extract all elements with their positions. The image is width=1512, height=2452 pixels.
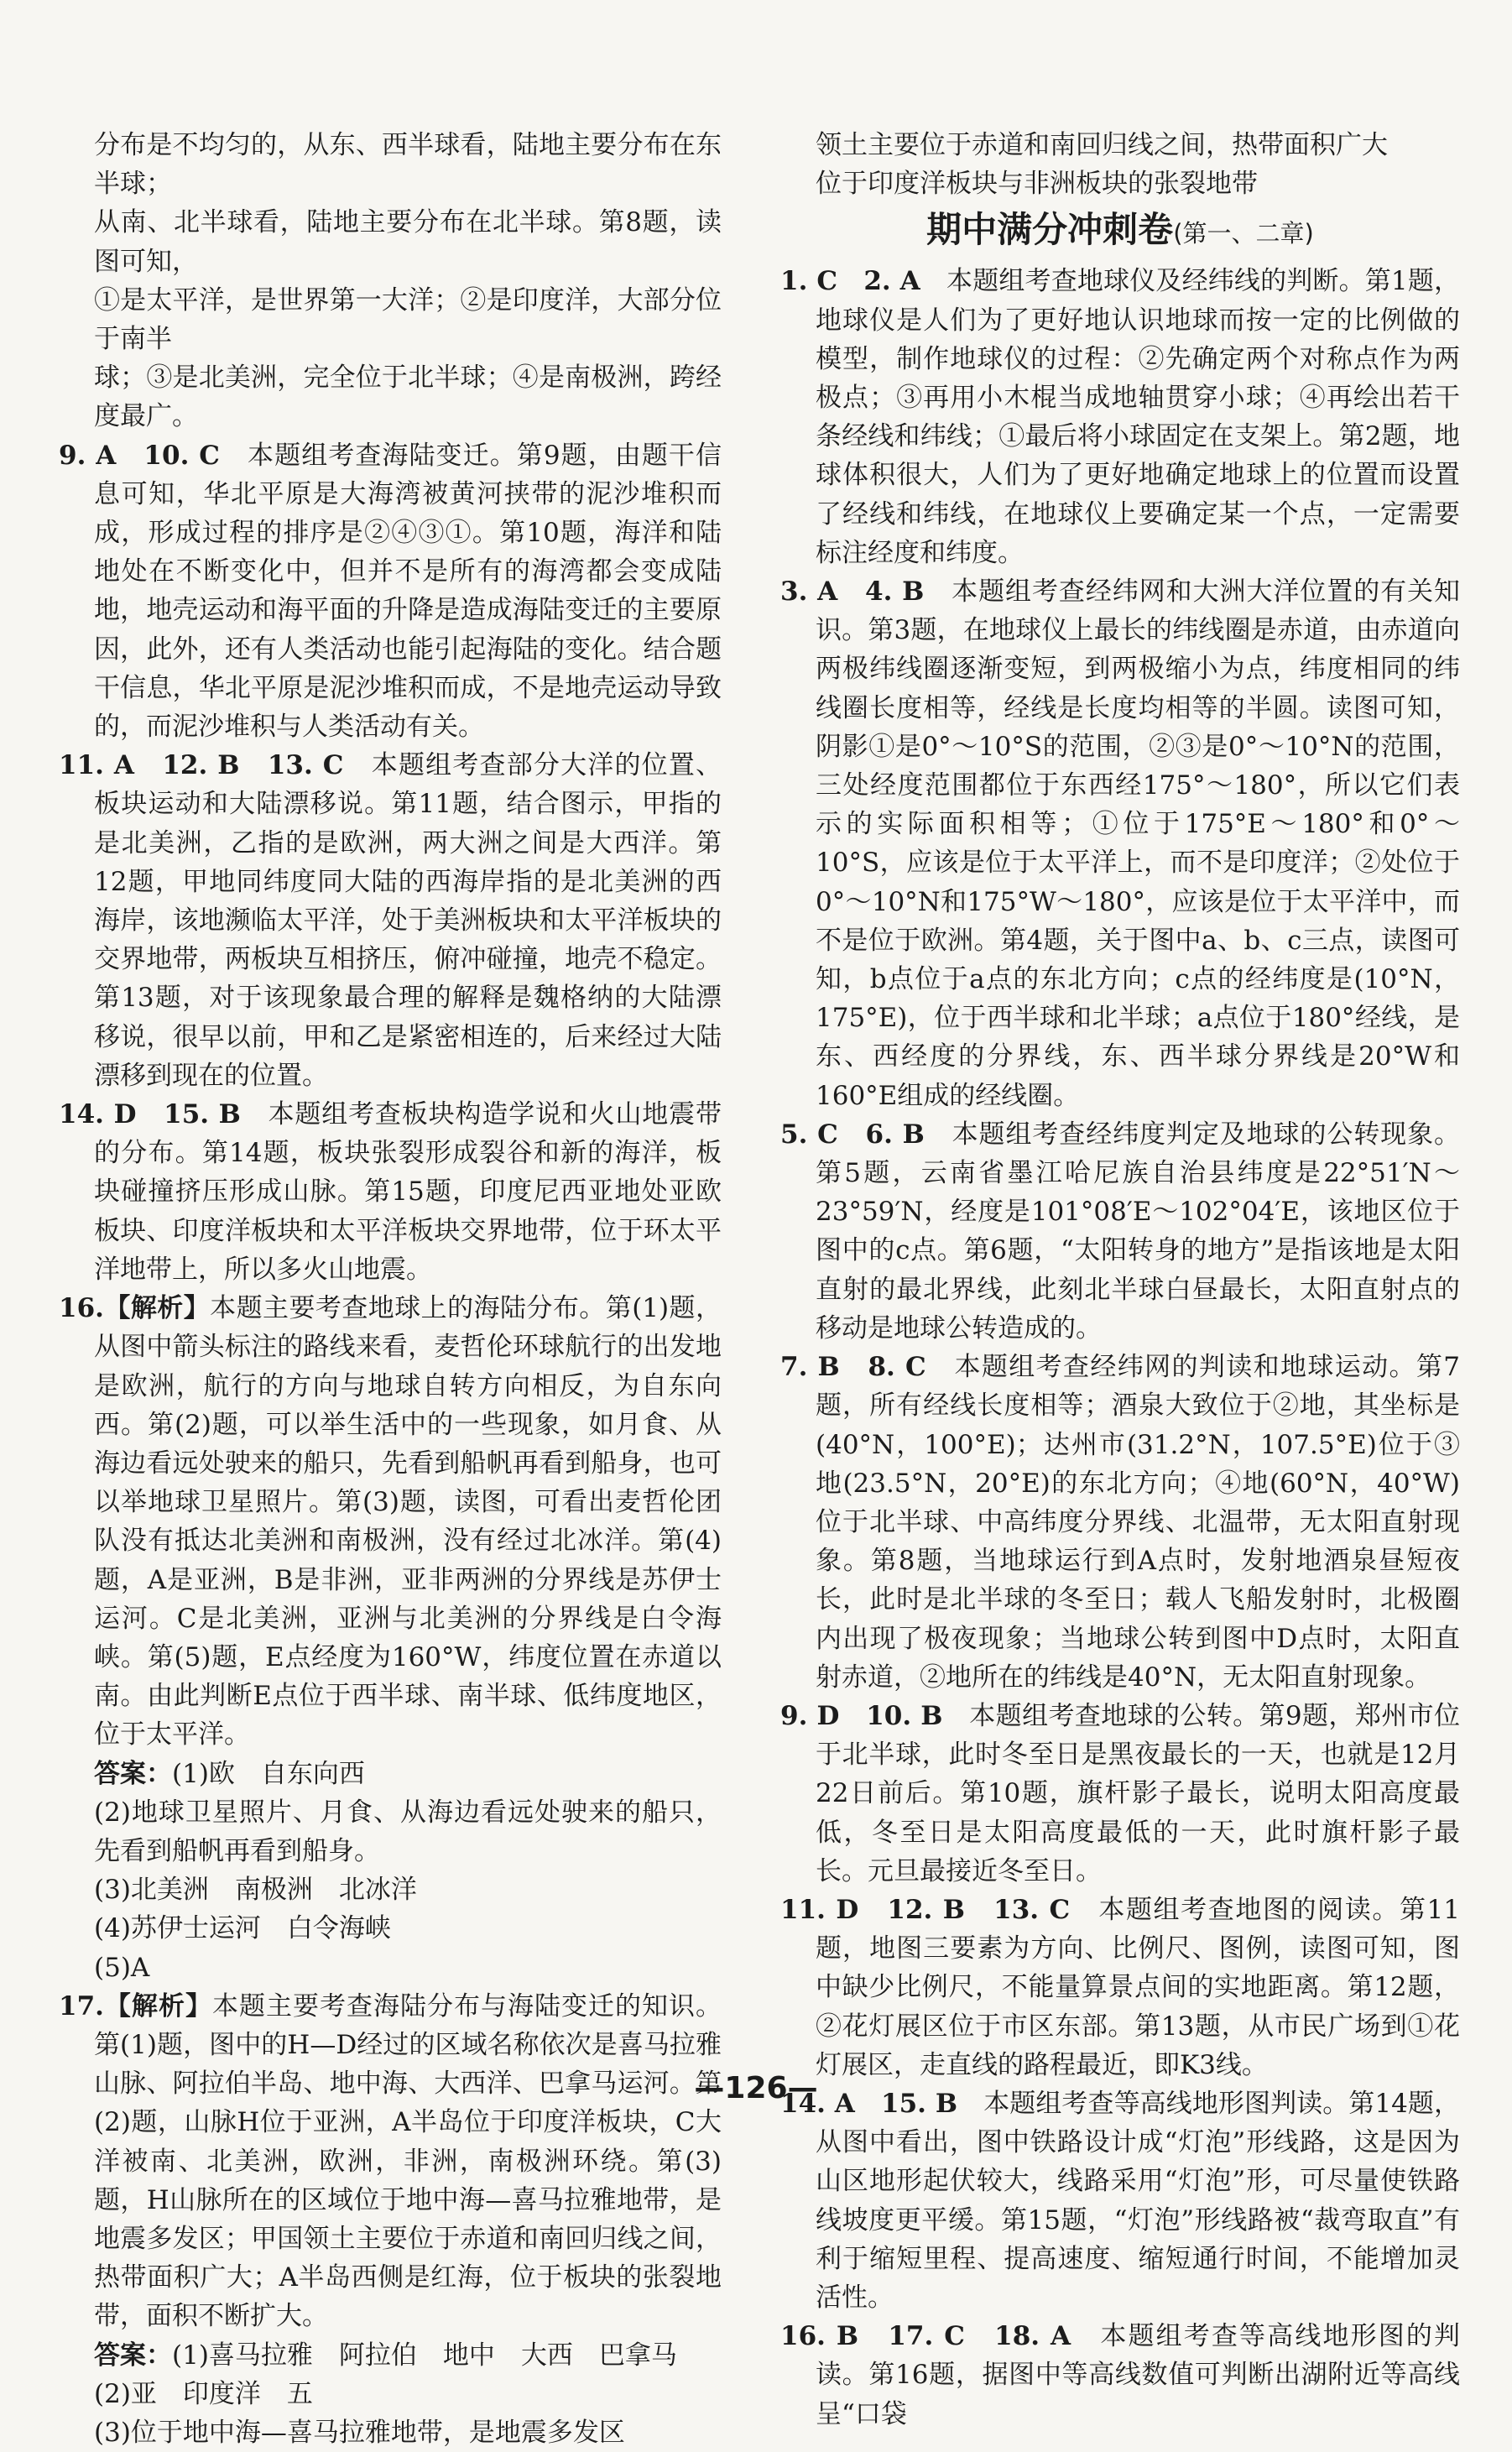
answer-key: 5. C 6. B: [780, 1119, 925, 1150]
paragraph-text: 本题组考查经纬网的判读和地球运动。第7题，所有经线长度相等；酒泉大致位于②地，其坐标是(40°N，100°E)；达州市(31.2°N，107.5°E)位于③地(23.5°N，20°E)的东北方向；④地(60°N，40°W)位于北半球、中高纬度分界线、北温带，无太阳直射现象。第8题，当地球运行到A点时，发射地酒泉昼短夜长，此时是北半球的冬至日；载人飞船发射时，北极圈内出现了极夜现象；当地球公转到图中D点时，太阳直射赤道，②地所在的纬线是40°N，无太阳直射现象。: [816, 1352, 1460, 1693]
continuation-line: [780, 164, 1460, 203]
answer-paragraph: [780, 1348, 1460, 1697]
answer-paragraph: [59, 1095, 722, 1289]
answer-paragraph: [780, 262, 1460, 572]
answer-key: 答案：: [94, 1758, 172, 1789]
section-title: [780, 205, 1460, 258]
answer-paragraph: [59, 1289, 722, 1754]
answer-key: 7. B 8. C: [780, 1352, 926, 1383]
paragraph-text: (5)A: [94, 1952, 150, 1983]
answer-paragraph: [59, 126, 722, 203]
answer-paragraph: [780, 1697, 1460, 1891]
answer-paragraph: [780, 2084, 1460, 2317]
paragraph-text: 本题主要考查海陆分布与海陆变迁的知识。第(1)题，图中的H—D经过的区域名称依次是喜马拉雅山脉、阿拉伯半岛、地中海、大西洋、巴拿马运河。第(2)题，山脉H位于亚洲，A半岛位于印度洋板块，C大洋被南、北美洲，欧洲，非洲，南极洲环绕。第(3)题，H山脉所在的区域位于地中海—喜马拉雅地带，是地震多发区；甲国领土主要位于赤道和南回归线之间，热带面积广大；A半岛西侧是红海，位于板块的张裂地带，面积不断扩大。: [94, 1990, 722, 2332]
paragraph-text: 本题组考查经纬度判定及地球的公转现象。第5题，云南省墨江哈尼族自治县纬度是22°51′N～23°59′N，经度是101°08′E～102°04′E，该地区位于图中的c点。第6题，“太阳转身的地方”是指该地是太阳直射的最北界线，此刻北半球白昼最长，太阳直射点的移动是地球公转造成的。: [816, 1119, 1461, 1343]
paragraph-text: 本题组考查等高线地形图判读。第14题，从图中看出，图中铁路设计成“灯泡”形线路，这是因为山区地形起伏较大，线路采用“灯泡”形，可尽量使铁路线坡度更平缓。第15题，“灯泡”形线路被“裁弯取直”有利于缩短里程、提高速度、缩短通行时间，不能增加灵活性。: [816, 2088, 1460, 2313]
answer-paragraph: [780, 1891, 1460, 2084]
answer-key: 答案：: [94, 2340, 172, 2371]
paragraph-text: (4)苏伊士运河 白令海峡: [94, 1913, 391, 1944]
answer-paragraph: [59, 746, 722, 1095]
paragraph-text: 球；③是北美洲，完全位于北半球；④是南极洲，跨经度最广。: [94, 363, 722, 432]
answer-paragraph: [59, 1987, 722, 2336]
answer-paragraph: [59, 1870, 722, 1909]
answer-paragraph: [59, 1949, 722, 1987]
section-title-main: 期中满分冲刺卷: [926, 209, 1174, 251]
answer-paragraph: [780, 2317, 1460, 2434]
answer-paragraph: [59, 1909, 722, 1948]
answer-paragraph: [59, 358, 722, 436]
answer-paragraph: [59, 281, 722, 358]
answer-key: 16.【解析】: [59, 1293, 211, 1324]
paragraph-text: (3)北美洲 南极洲 北冰洋: [94, 1875, 417, 1906]
section-title-sub: (第一、二章): [1173, 219, 1314, 248]
answer-paragraph: [59, 436, 722, 747]
paragraph-text: 本题组考查地球的公转。第9题，郑州市位于北半球，此时冬至日是黑夜最长的一天，也就是12月22日前后。第10题，旗杆影子最长，说明太阳高度最低，冬至日是太阳高度最低的一天，此时旗杆影子最长。元旦最接近冬至日。: [816, 1700, 1460, 1886]
right-answers: [780, 262, 1460, 2433]
paragraph-text: 本题组考查地球仪及经纬线的判断。第1题，地球仪是人们为了更好地认识地球而按一定的比例做的模型，制作地球仪的过程：②先确定两个对称点作为两极点；③再用小木棍当成地轴贯穿小球；④再绘出若干条经线和纬线；①最后将小球固定在支架上。第2题，地球体积很大，人们为了更好地确定地球上的位置而设置了经线和纬线，在地球仪上要确定某一个点，一定需要标注经度和纬度。: [816, 266, 1460, 568]
paragraph-text: 本题组考查经纬网和大洲大洋位置的有关知识。第3题，在地球仪上最长的纬线圈是赤道，由赤道向两极纬线圈逐渐变短，到两极缩小为点，纬度相同的纬线圈长度相等，经线是长度均相等的半圆。读图可知，阴影①是0°～10°S的范围，②③是0°～10°N的范围，三处经度范围都位于东西经175°～180°，所以它们表示的实际面积相等；①位于175°E～180°和0°～10°S，应该是位于太平洋上，而不是印度洋；②处位于0°～10°N和175°W～180°，应该是位于太平洋中，而不是位于欧洲。第4题，关于图中a、b、c三点，读图可知，b点位于a点的东北方向；c点的经纬度是(10°N，175°E)，位于西半球和北半球；a点位于180°经线，是东、西经度的分界线，东、西半球分界线是20°W和160°E组成的经线圈。: [816, 576, 1460, 1111]
page-number: —126—: [694, 2071, 818, 2105]
answer-paragraph: [59, 1755, 722, 1793]
right-top-continuation: [780, 126, 1460, 203]
paragraph-text: 本题组考查板块构造学说和火山地震带的分布。第14题，板块张裂形成裂谷和新的海洋，板块碰撞挤压形成山脉。第15题，印度尼西亚地处亚欧板块、印度洋板块和太平洋板块交界地带，位于环太平洋地带上，所以多火山地震。: [94, 1099, 722, 1285]
paragraph-text: 领土主要位于赤道和南回归线之间，热带面积广大: [816, 130, 1388, 160]
answer-key: 16. B 17. C 18. A: [780, 2321, 1071, 2352]
answer-key: 3. A 4. B: [780, 576, 925, 608]
paragraph-text: (2)地球卫星照片、月食、从海边看远处驶来的船只，先看到船帆再看到船身。: [94, 1797, 722, 1866]
paragraph-text: 从南、北半球看，陆地主要分布在北半球。第8题，读图可知，: [94, 207, 722, 277]
paragraph-text: (1)喜马拉雅 阿拉伯 地中 大西 巴拿马: [172, 2340, 677, 2371]
paragraph-text: (3)位于地中海—喜马拉雅地带，是地震多发区: [94, 2417, 625, 2448]
paragraph-text: 本题组考查部分大洋的位置、板块运动和大陆漂移说。第11题，结合图示，甲指的是北美洲，乙指的是欧洲，两大洲之间是大西洋。第12题，甲地同纬度同大陆的西海岸指的是北美洲的西海岸，该地濒临太平洋，处于美洲板块和太平洋板块的交界地带，两板块互相挤压，俯冲碰撞，地壳不稳定。第13题，对于该现象最合理的解释是魏格纳的大陆漂移说，很早以前，甲和乙是紧密相连的，后来经过大陆漂移到现在的位置。: [94, 750, 722, 1091]
answer-key: 17.【解析】: [59, 1990, 212, 2022]
paragraph-text: 本题组考查等高线地形图的判读。第16题，据图中等高线数值可判断出湖附近等高线呈“口袋: [816, 2321, 1461, 2429]
answer-key: 14. A 15. B: [780, 2088, 958, 2119]
paragraph-text: 位于印度洋板块与非洲板块的张裂地带: [816, 169, 1258, 200]
answer-paragraph: [59, 203, 722, 280]
paragraph-text: (2)亚 印度洋 五: [94, 2378, 313, 2409]
answer-paragraph: [59, 2375, 722, 2413]
answer-paragraph: [59, 1793, 722, 1870]
answer-paragraph: [780, 1115, 1460, 1348]
paragraph-text: 本题组考查海陆变迁。第9题，由题干信息可知，华北平原是大海湾被黄河挟带的泥沙堆积而成，形成过程的排序是②④③①。第10题，海洋和陆地处在不断变化中，但并不是所有的海湾都会变成陆地，地壳运动和海平面的升降是造成海陆变迁的主要原因，此外，还有人类活动也能引起海陆的变化。结合题干信息，华北平原是泥沙堆积而成，不是地壳运动导致的，而泥沙堆积与人类活动有关。: [94, 440, 722, 743]
answer-key: 11. D 12. B 13. C: [780, 1894, 1071, 1925]
answer-paragraph: [59, 2413, 722, 2452]
paragraph-text: 分布是不均匀的，从东、西半球看，陆地主要分布在东半球；: [94, 130, 722, 200]
paragraph-text: 本题主要考查地球上的海陆分布。第(1)题，从图中箭头标注的路线来看，麦哲伦环球航行的出发地是欧洲，航行的方向与地球自转方向相反，为自东向西。第(2)题，可以举生活中的一些现象，如月食、从海边看远处驶来的船只，先看到船帆再看到船身，也可以举地球卫星照片。第(3)题，读图，可看出麦哲伦团队没有抵达北美洲和南极洲，没有经过北冰洋。第(4)题，A是亚洲，B是非洲，亚非两洲的分界线是苏伊士运河。C是北美洲，亚洲与北美洲的分界线是白令海峡。第(5)题，E点经度为160°W，纬度位置在赤道以南。由此判断E点位于西半球、南半球、低纬度地区，位于太平洋。: [94, 1293, 722, 1750]
answer-paragraph: [780, 572, 1460, 1115]
answer-key: 9. A 10. C: [59, 440, 220, 471]
answer-key: 9. D 10. B: [780, 1700, 943, 1731]
paragraph-text: ①是太平洋，是世界第一大洋；②是印度洋，大部分位于南半: [94, 284, 722, 355]
paragraph-text: (1)欧 自东向西: [172, 1758, 365, 1789]
answer-paragraph: [59, 2336, 722, 2375]
answer-key: 1. C 2. A: [780, 266, 920, 297]
answer-key: 14. D 15. B: [59, 1099, 241, 1130]
paragraph-text: 本题组考查地图的阅读。第11题，地图三要素为方向、比例尺、图例，读图可知，图中缺少比例尺，不能量算景点间的实地距离。第12题，②花灯展区位于市区东部。第13题，从市民广场到①花灯展区，走直线的路程最近，即K3线。: [816, 1894, 1460, 2080]
answer-key: 11. A 12. B 13. C: [59, 750, 344, 781]
continuation-line: [780, 126, 1460, 164]
